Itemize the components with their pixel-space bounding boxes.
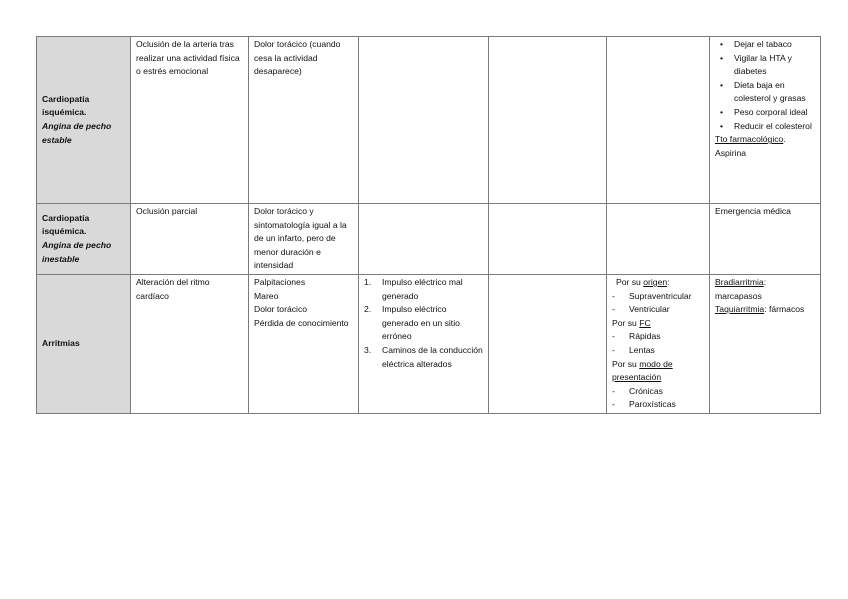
mechanism-list (364, 276, 483, 371)
list-item: Rápidas (629, 331, 661, 342)
item-text: Caminos de la conducción eléctrica alterados (382, 344, 483, 369)
item-number: 2. (364, 304, 372, 315)
list-item: • Reducir el colesterol (715, 120, 815, 134)
classification-prefix: Por su (612, 358, 640, 369)
dash-mark: - (612, 331, 615, 342)
item-number: 3. (364, 344, 372, 355)
cause-cell (131, 37, 249, 204)
classification-prefix: Por su (612, 317, 640, 328)
medical-table (36, 36, 821, 414)
tto-value: Aspirina (715, 147, 747, 158)
row-heading: Arritmias (42, 338, 80, 349)
row-heading-cell (37, 204, 131, 275)
list-item: • Dejar el tabaco (715, 38, 815, 52)
treatment-list (715, 38, 815, 133)
symptoms-cell (249, 204, 359, 275)
treatment-cell (710, 274, 821, 413)
list-item (364, 276, 483, 303)
empty-cell (489, 204, 607, 275)
symptom-line: Pérdida de conocimiento (254, 317, 349, 328)
symptom-line: Palpitaciones (254, 276, 306, 287)
classification-suffix: : (667, 276, 670, 287)
item-text: Impulso eléctrico generado en un sitio erróneo (382, 304, 460, 342)
empty-cell (489, 37, 607, 204)
classification-label: modo de presentación (612, 358, 673, 383)
list-item: • Peso corporal ideal (715, 106, 815, 120)
table-row (37, 37, 821, 204)
cause-cell (131, 204, 249, 275)
classification-label: origen (643, 276, 668, 287)
list-item: Crónicas (629, 385, 663, 396)
symptom-line: Mareo (254, 290, 279, 301)
empty-cell (607, 204, 710, 275)
treatment-label: Taquiarritmia (715, 304, 765, 315)
treatment-text: Emergencia médica (715, 206, 791, 216)
dash-mark: - (612, 344, 615, 355)
empty-cell (359, 37, 489, 204)
empty-cell (489, 274, 607, 413)
treatment-cell (710, 37, 821, 204)
cause-text: Oclusión de la arteria tras realizar una actividad física o estrés emocional (136, 39, 240, 77)
list-item: Ventricular (629, 304, 670, 315)
classification-cell (607, 274, 710, 413)
symptoms-text: Dolor torácico y sintomatología igual a la de un infarto, pero de menor duración e intensidad (254, 206, 347, 271)
table-row (37, 204, 821, 275)
tto-label: Tto farmacológico (715, 134, 784, 145)
tto-dot: . (783, 134, 786, 145)
list-item: Lentas (629, 344, 655, 355)
list-item (364, 303, 483, 344)
mechanism-cell (359, 274, 489, 413)
treatment-value: : fármacos (764, 304, 805, 315)
dash-mark: - (612, 385, 615, 396)
dash-mark: - (612, 304, 615, 315)
row-heading: Cardiopatía isquémica. (42, 93, 90, 118)
list-item: • Vigilar la HTA y diabetes (715, 52, 815, 79)
list-item: Supraventricular (629, 290, 692, 301)
row-heading-cell (37, 274, 131, 413)
empty-cell (359, 204, 489, 275)
table-row (37, 274, 821, 413)
item-text: Impulso eléctrico mal generado (382, 276, 463, 301)
cause-text: Alteración del ritmo cardíaco (136, 276, 210, 301)
empty-cell (607, 37, 710, 204)
row-heading: Cardiopatía isquémica. (42, 212, 90, 237)
cause-cell (131, 274, 249, 413)
row-heading-cell (37, 37, 131, 204)
treatment-value: : marcapasos (715, 276, 767, 301)
symptoms-cell (249, 37, 359, 204)
dash-mark: - (612, 290, 615, 301)
symptoms-text: Dolor torácico (cuando cesa la actividad desaparece) (254, 39, 341, 77)
treatment-label: Bradiarritmia (715, 276, 764, 287)
list-item (364, 344, 483, 371)
treatment-cell (710, 204, 821, 275)
list-item: • Dieta baja en colesterol y grasas (715, 79, 815, 106)
cause-text: Oclusión parcial (136, 206, 198, 216)
row-subheading: Angina de pecho estable (42, 121, 112, 145)
dash-mark: - (612, 399, 615, 410)
item-number: 1. (364, 276, 372, 287)
classification-label: FC (639, 317, 651, 328)
classification-prefix: Por su (616, 276, 644, 287)
symptoms-cell (249, 274, 359, 413)
symptom-line: Dolor torácico (254, 304, 308, 315)
list-item: Paroxísticas (629, 399, 676, 410)
row-subheading: Angina de pecho inestable (42, 239, 112, 264)
